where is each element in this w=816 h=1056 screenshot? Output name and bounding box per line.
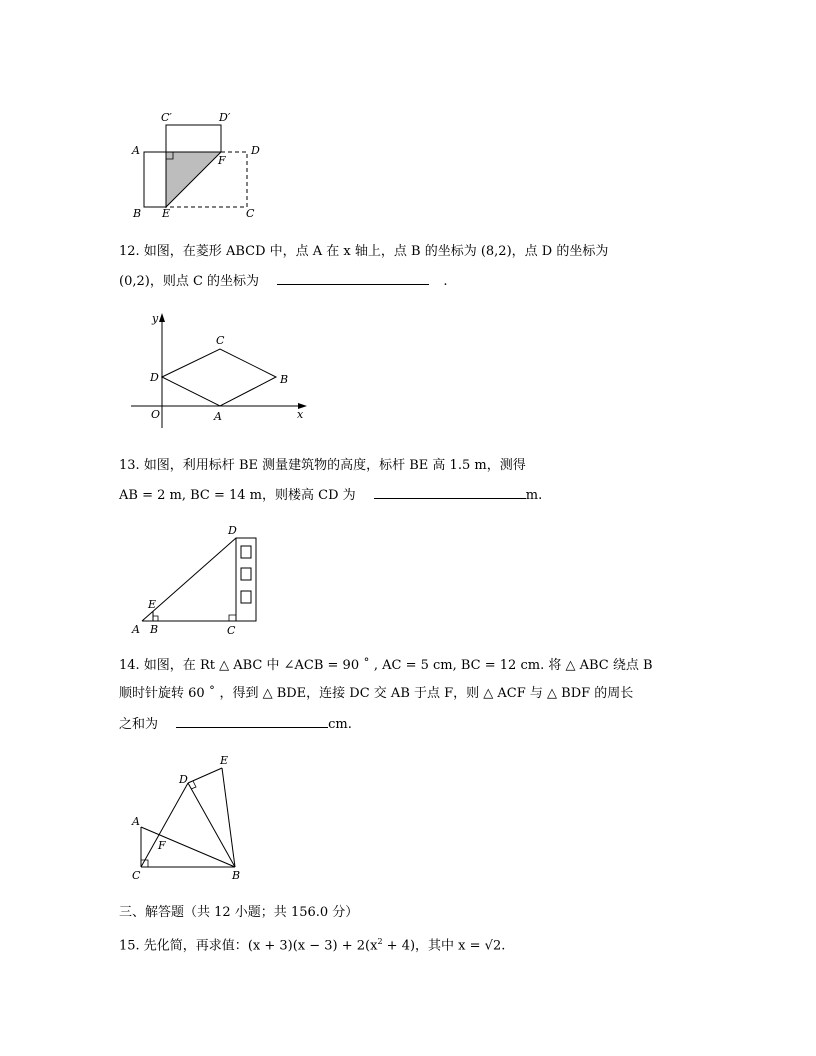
label-b: B <box>150 623 159 636</box>
section-title: 三、解答题（共 12 小题；共 156.0 分） <box>119 905 359 920</box>
window-2 <box>241 568 251 580</box>
q12-line2 <box>119 272 447 290</box>
label-x: x <box>297 408 304 421</box>
q14-line3-end: cm. <box>328 717 352 732</box>
right-angle-b <box>153 616 158 621</box>
right-angle-c <box>229 615 236 621</box>
q13-line2 <box>119 486 542 504</box>
label-c: C <box>246 207 255 220</box>
label-e: E <box>148 598 157 611</box>
q14-figure <box>128 750 258 882</box>
label-a: A <box>132 144 140 157</box>
label-a: A <box>132 623 140 636</box>
q15-expr2: + 4)，其中 x = <box>382 938 485 954</box>
label-d: D <box>228 524 237 537</box>
q15-sup: 2 <box>377 937 383 946</box>
label-f: F <box>158 839 166 852</box>
y-axis-arrow <box>159 313 165 322</box>
q13-answer-blank[interactable] <box>374 486 526 499</box>
top-rect <box>166 125 221 152</box>
window-1 <box>241 546 251 558</box>
q12-line2-end: . <box>443 274 448 289</box>
label-y: y <box>152 312 159 325</box>
label-d: D <box>150 371 159 384</box>
q13-line2-end: m. <box>525 488 543 503</box>
label-b: B <box>232 869 241 882</box>
sight-line <box>142 538 236 621</box>
label-c: C <box>227 624 236 637</box>
label-e: E <box>220 754 229 767</box>
right-angle-d <box>191 781 196 789</box>
label-b: B <box>133 207 142 220</box>
q14-line3 <box>119 715 352 733</box>
label-a: A <box>214 410 222 423</box>
seg-dc <box>141 783 188 867</box>
label-f: F <box>218 154 226 167</box>
q14-line1: 14. 如图，在 Rt △ ABC 中 ∠ACB = 90 ˚ , AC = 5 cm, BC = 12 cm. 将 △ ABC 绕点 B <box>119 658 653 673</box>
q13-line2-text: AB = 2 m, BC = 14 m，则楼高 CD 为 <box>119 488 356 503</box>
label-c: C <box>216 334 225 347</box>
q14-answer-blank[interactable] <box>176 715 328 728</box>
label-c: C <box>132 869 141 882</box>
q15-sqrt: √2 <box>484 938 502 954</box>
window-3 <box>241 591 251 603</box>
seg-eb <box>222 768 235 867</box>
label-d: D <box>251 144 260 157</box>
label-a: A <box>132 815 140 828</box>
q15-end: . <box>501 938 506 954</box>
shaded-triangle <box>166 152 221 207</box>
label-d: D <box>179 773 188 786</box>
q12-line1: 12. 如图，在菱形 ABCD 中，点 A 在 x 轴上，点 B 的坐标为 (8,2)，点 D 的坐标为 <box>119 244 609 259</box>
seg-de <box>188 768 222 783</box>
label-b: B <box>280 373 289 386</box>
seg-ab <box>141 827 235 867</box>
left-rect <box>144 152 166 207</box>
q11-figure <box>125 108 275 223</box>
seg-db <box>188 783 235 867</box>
q12-answer-blank[interactable] <box>277 272 429 285</box>
q13-figure <box>128 520 268 638</box>
q14-line2: 顺时针旋转 60 ˚ ，得到 △ BDE，连接 DC 交 AB 于点 F，则 △ ACF 与 △ BDF 的周长 <box>119 686 634 701</box>
q13-line1: 13. 如图，利用标杆 BE 测量建筑物的高度，标杆 BE 高 1.5 m，测得 <box>119 458 526 473</box>
label-o: O <box>151 408 161 421</box>
q12-line2-text: (0,2)，则点 C 的坐标为 <box>119 274 260 289</box>
q15-expr: (x + 3)(x − 3) + 2(x <box>247 938 378 954</box>
q15-line <box>119 934 505 954</box>
q14-line3-text: 之和为 <box>119 717 159 732</box>
label-e: E <box>162 207 171 220</box>
label-d1: D′ <box>219 111 231 124</box>
q12-figure <box>125 308 315 428</box>
label-c1: C′ <box>161 111 172 124</box>
q15-prefix: 15. 先化简，再求值： <box>119 938 248 954</box>
rhombus <box>162 349 276 406</box>
